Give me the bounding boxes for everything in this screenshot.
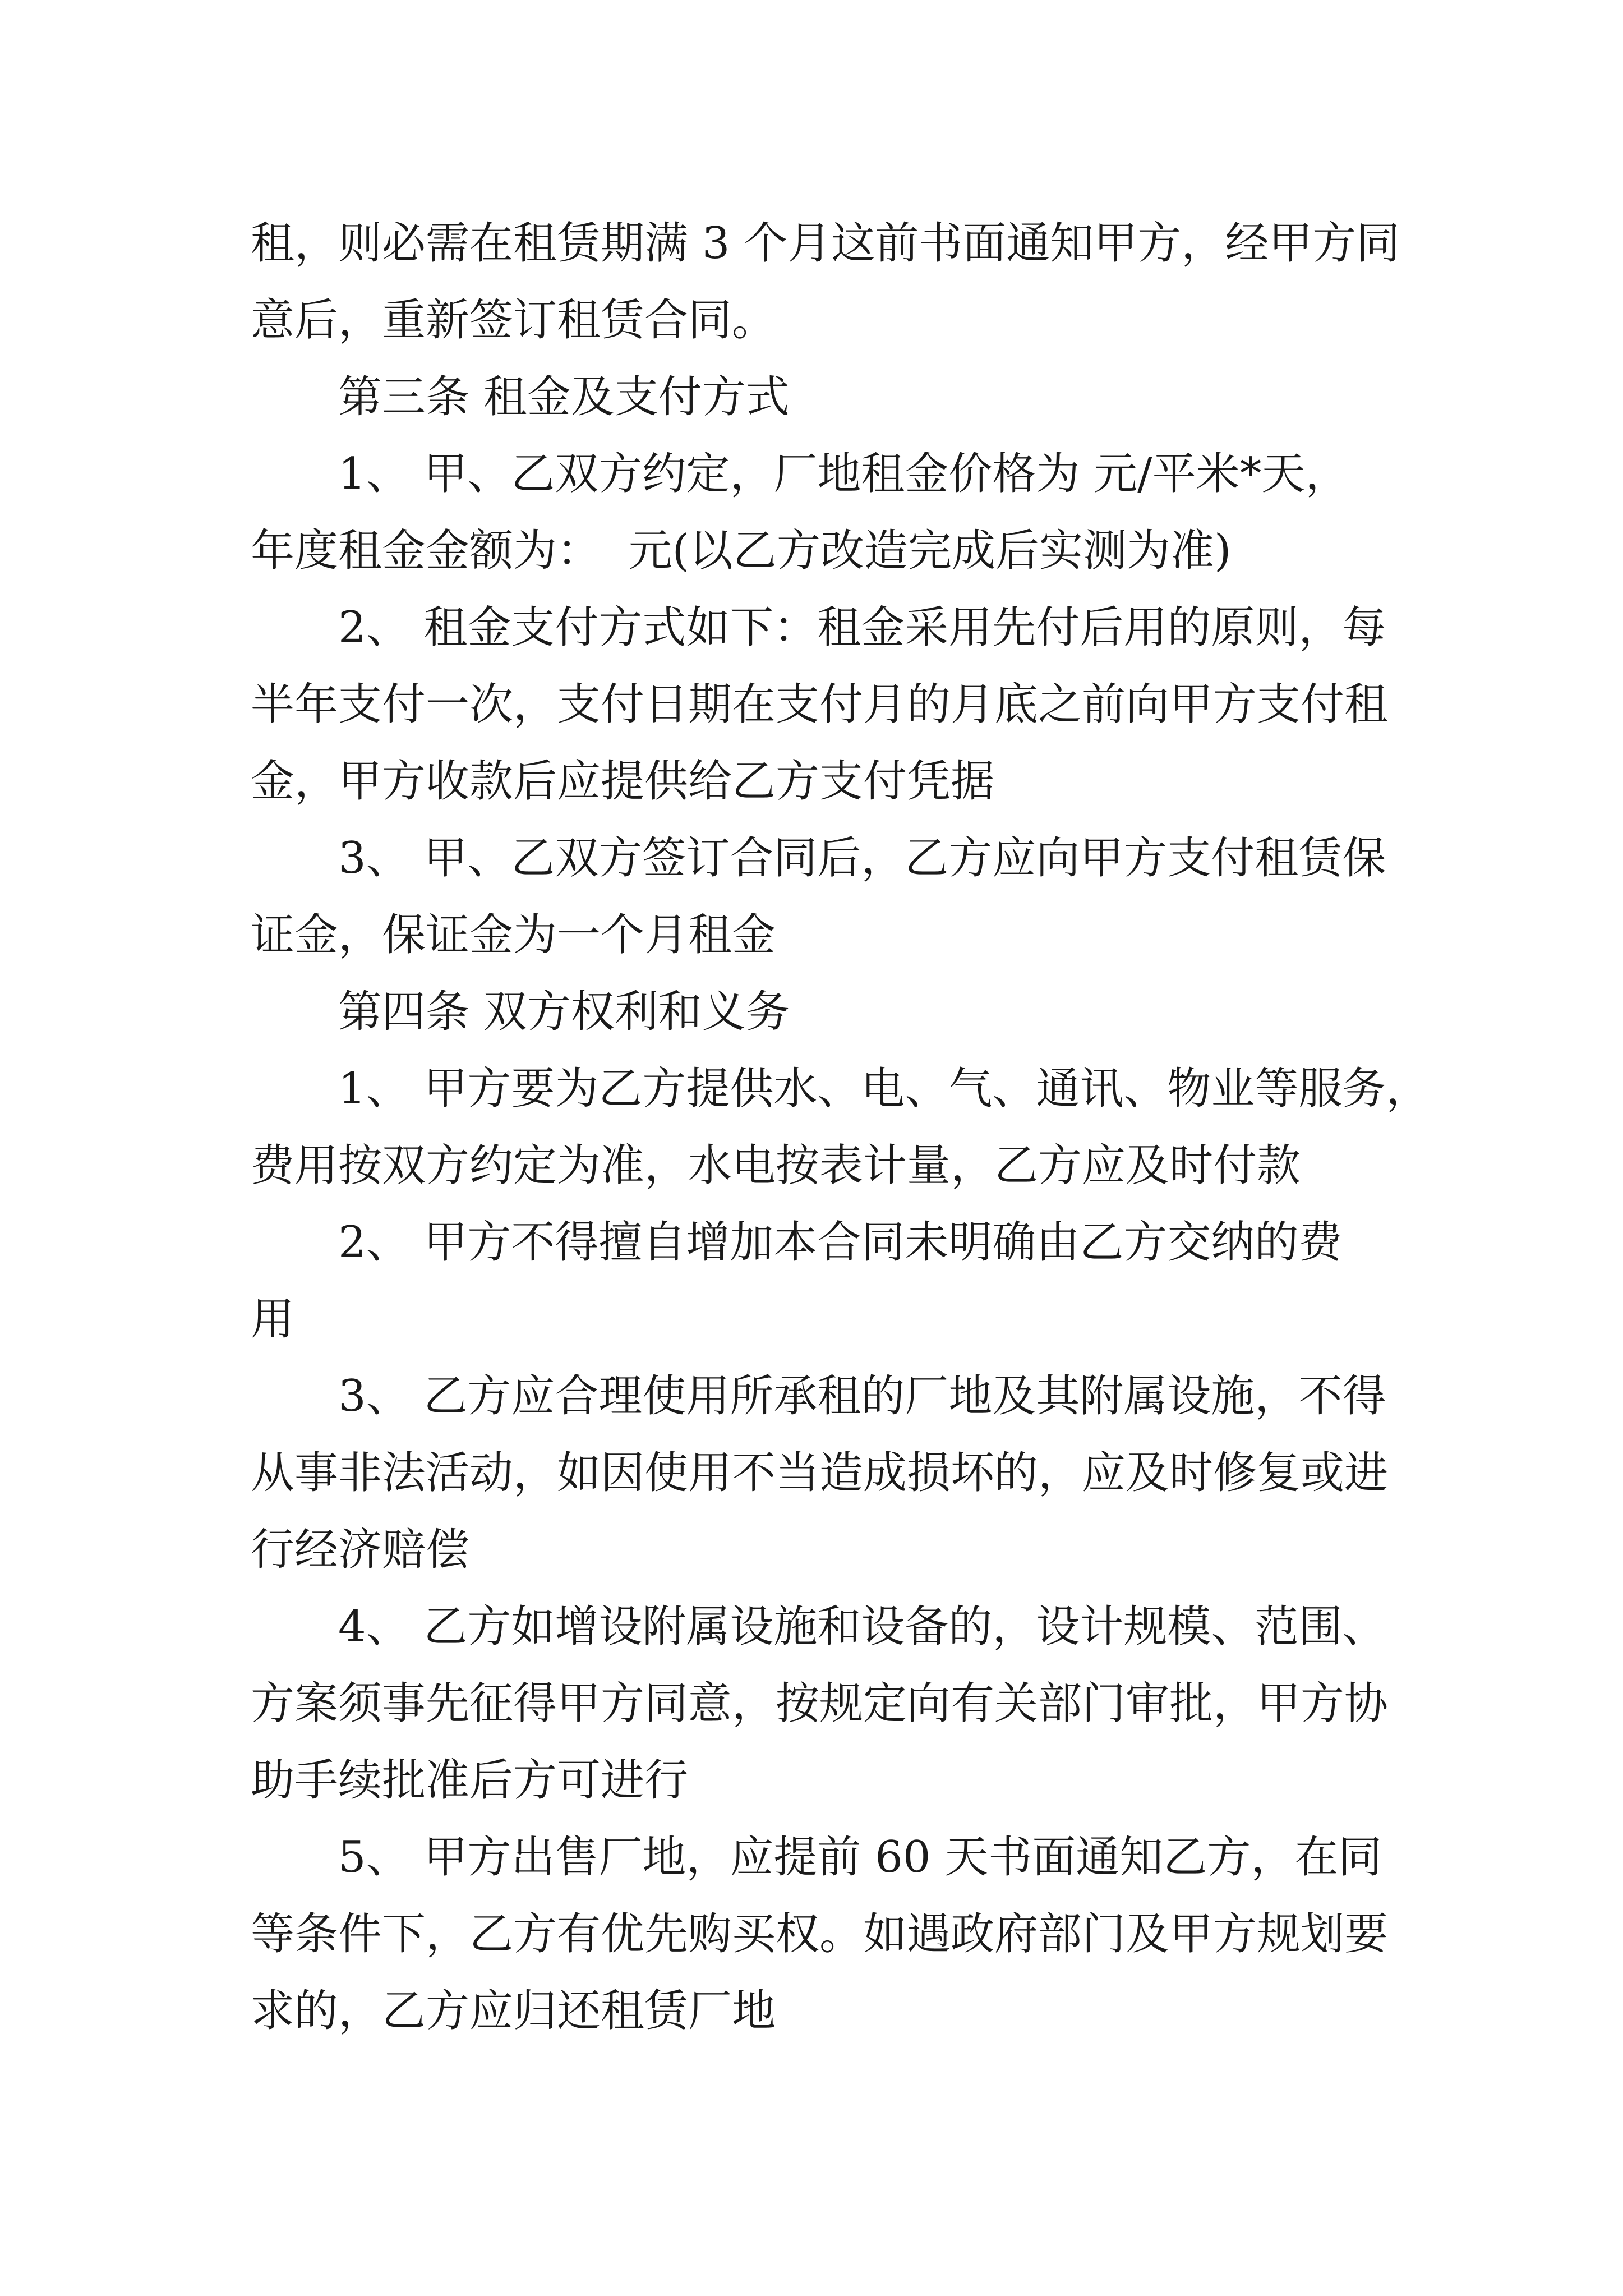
text-line: 3、 甲、乙双方签订合同后，乙方应向甲方支付租赁保	[338, 833, 1386, 884]
clause-paragraph	[251, 1819, 1451, 2050]
text-line: 半年支付一次，支付日期在支付月的月底之前向甲方支付租	[251, 679, 1389, 730]
text-line: 求的，乙方应归还租赁厂地	[251, 1986, 776, 2036]
clause-paragraph	[251, 1589, 1451, 1819]
text-line: 年度租金金额为： 元(以乙方改造完成后实测为准)	[251, 526, 1232, 576]
clause-paragraph	[251, 1051, 1451, 1204]
text-line: 助手续批准后方可进行	[251, 1755, 689, 1806]
paragraph-continuation	[251, 205, 1451, 359]
clause-paragraph	[251, 820, 1451, 974]
clause-paragraph	[251, 1204, 1451, 1358]
text-line: 意后，重新签订租赁合同。	[251, 295, 776, 346]
text-line: 2、 甲方不得擅自增加本合同未明确由乙方交纳的费	[338, 1217, 1343, 1268]
text-line: 金，甲方收款后应提供给乙方支付凭据	[251, 756, 995, 807]
clause-paragraph	[251, 1358, 1451, 1589]
text-line: 等条件下，乙方有优先购买权。如遇政府部门及甲方规划要	[251, 1909, 1389, 1959]
clause-paragraph	[251, 436, 1451, 590]
section-heading: 第四条 双方权利和义务	[338, 987, 790, 1037]
text-line: 从事非法活动，如因使用不当造成损坏的，应及时修复或进	[251, 1448, 1389, 1498]
text-line: 1、 甲方要为乙方提供水、电、气、通讯、物业等服务，	[338, 1064, 1430, 1114]
text-line: 证金，保证金为一个月租金	[251, 910, 776, 960]
document-body	[251, 205, 1451, 2050]
section-heading-article-3	[251, 359, 1451, 436]
text-line: 1、 甲、乙双方约定，厂地租金价格为 元/平米*天，	[338, 449, 1349, 499]
text-line: 租，则必需在租赁期满 3 个月这前书面通知甲方，经甲方同	[251, 218, 1400, 269]
text-line: 费用按双方约定为准，水电按表计量，乙方应及时付款	[251, 1140, 1301, 1191]
text-line: 方案须事先征得甲方同意，按规定向有关部门审批，甲方协	[251, 1678, 1389, 1729]
clause-paragraph	[251, 590, 1451, 820]
text-line: 4、 乙方如增设附属设施和设备的，设计规模、范围、	[338, 1602, 1386, 1652]
text-line: 5、 甲方出售厂地，应提前 60 天书面通知乙方，在同	[338, 1832, 1382, 1883]
section-heading: 第三条 租金及支付方式	[338, 372, 790, 422]
text-line: 2、 租金支付方式如下：租金采用先付后用的原则，每	[338, 602, 1386, 653]
text-line: 行经济赔偿	[251, 1525, 470, 1575]
text-line: 用	[251, 1294, 295, 1345]
section-heading-article-4	[251, 974, 1451, 1051]
text-line: 3、 乙方应合理使用所承租的厂地及其附属设施，不得	[338, 1371, 1386, 1421]
